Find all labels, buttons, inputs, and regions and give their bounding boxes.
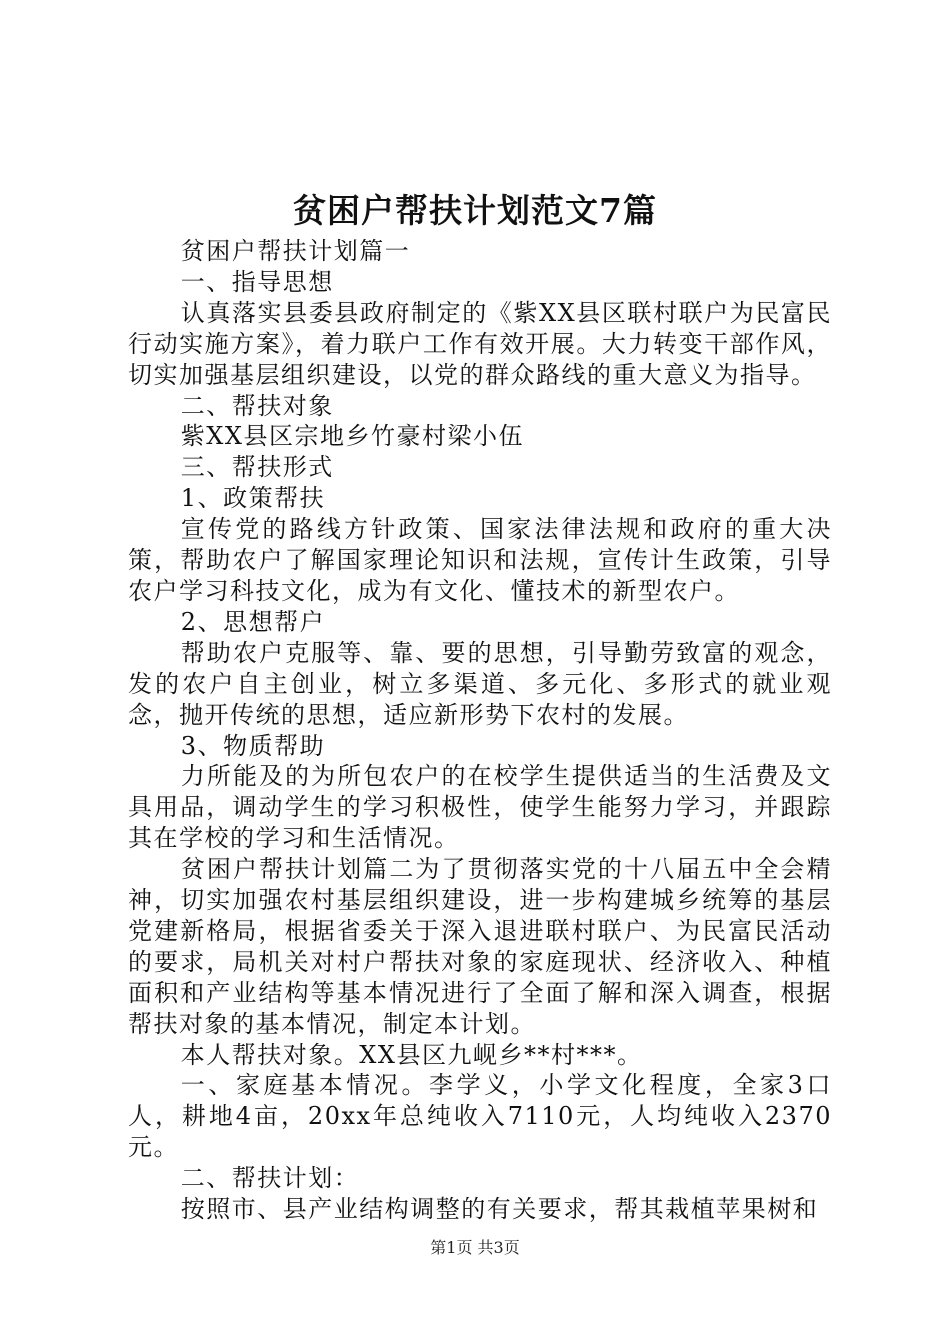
paragraph: 一、指导思想	[180, 267, 334, 296]
paragraph: 二、帮扶对象	[180, 391, 334, 420]
document-title: 贫困户帮扶计划范文7篇	[293, 191, 657, 230]
paragraph: 认真落实县委县政府制定的《紫XX县区联村联户为民富民行动实施方案》，着力联户工作有效开展。大力转变干部作风，切实加强基层组织建设，以党的群众路线的重大意义为指导。	[128, 298, 832, 389]
paragraph: 3、物质帮助	[180, 731, 326, 760]
page-number-footer: 第1页 共3页	[430, 1238, 520, 1257]
paragraph: 2、思想帮户	[180, 607, 326, 636]
paragraph: 1、政策帮扶	[180, 484, 326, 513]
paragraph: 宣传党的路线方针政策、国家法律法规和政府的重大决策，帮助农户了解国家理论知识和法规，宣传计生政策，引导农户学习科技文化，成为有文化、懂技术的新型农户。	[128, 515, 832, 605]
paragraph: 二、帮扶计划：	[180, 1164, 360, 1193]
paragraph: 按照市、县产业结构调整的有关要求，帮其栽植苹果树和	[180, 1195, 819, 1224]
paragraph: 一、家庭基本情况。李学义，小学文化程度，全家3口人，耕地4亩，20xx年总纯收入7110元，人均纯收入2370元。	[128, 1071, 832, 1162]
paragraph: 贫困户帮扶计划篇二为了贯彻落实党的十八届五中全会精神，切实加强农村基层组织建设，进一步构建城乡统筹的基层党建新格局，根据省委关于深入退进联村联户、为民富民活动的要求，局机关对村户帮扶对象的家庭现状、经济收入、种植面积和产业结构等基本情况进行了全面了解和深入调查，根据帮扶对象的基本情况，制定本计划。	[128, 855, 832, 1038]
paragraph: 力所能及的为所包农户的在校学生提供适当的生活费及文具用品，调动学生的学习积极性，使学生能努力学习，并跟踪其在学校的学习和生活情况。	[128, 762, 832, 853]
paragraph: 贫困户帮扶计划篇一	[180, 237, 411, 265]
paragraph: 帮助农户克服等、靠、要的思想，引导勤劳致富的观念，发的农户自主创业，树立多渠道、多元化、多形式的就业观念，抛开传统的思想，适应新形势下农村的发展。	[128, 638, 832, 729]
paragraph: 三、帮扶形式	[180, 453, 334, 482]
paragraph: 紫XX县区宗地乡竹豪村梁小伍	[180, 422, 524, 451]
document-body	[128, 236, 832, 1225]
paragraph: 本人帮扶对象。XX县区九岘乡**村***。	[180, 1040, 643, 1069]
